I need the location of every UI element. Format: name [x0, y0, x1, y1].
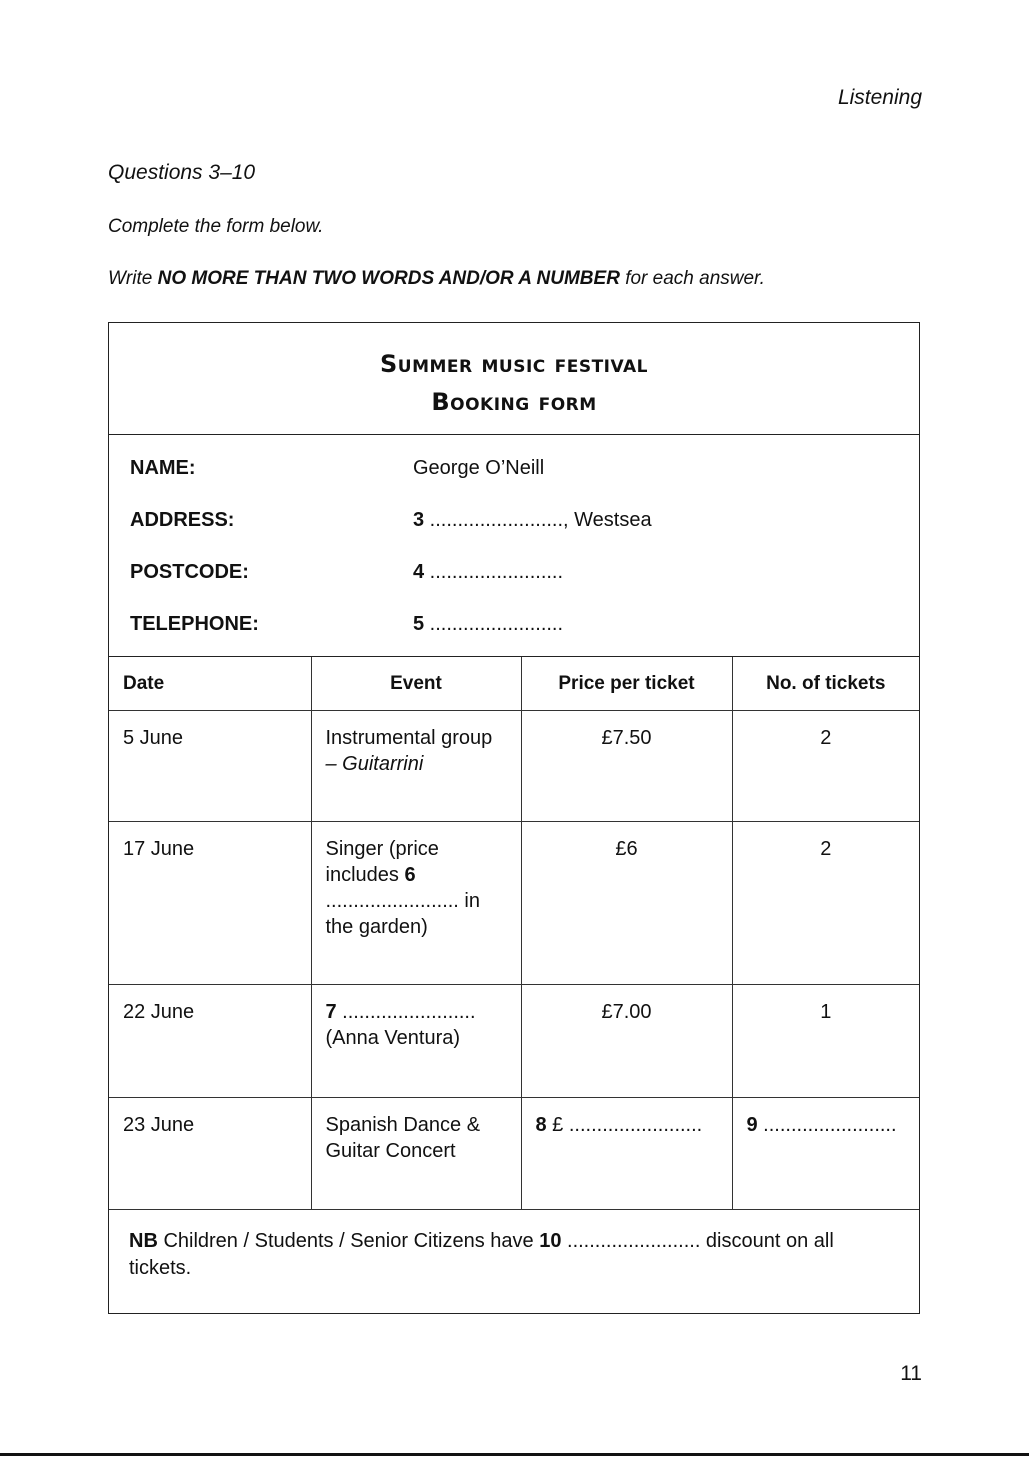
table-row — [109, 822, 919, 985]
event-text: Singer (price includes — [325, 838, 439, 886]
discount-note — [109, 1210, 919, 1282]
instruction-text: Write — [108, 268, 158, 289]
blank-text: ........................ — [757, 1114, 897, 1136]
page-number: 11 — [900, 1362, 922, 1385]
instruction-emphasis: NO MORE THAN TWO WORDS AND/OR A NUMBER — [157, 268, 620, 289]
cell-date: 5 June — [109, 711, 311, 822]
question-number: 10 — [539, 1230, 562, 1252]
cell-tickets: 1 — [732, 985, 919, 1098]
blank-text: ........................ — [424, 561, 564, 583]
detail-value — [413, 457, 544, 480]
cell-price: £7.00 — [521, 985, 732, 1098]
event-name: – Guitarrini — [325, 753, 424, 775]
cell-price: £7.50 — [521, 711, 732, 822]
question-number: 3 — [413, 509, 425, 531]
detail-label: NAME: — [130, 457, 196, 479]
blank-text: ........................ — [336, 1001, 476, 1023]
form-title-line2: Booking form — [431, 388, 597, 416]
blank-text: ........................ — [424, 613, 564, 635]
instruction-complete-form: Complete the form below. — [108, 216, 324, 237]
question-number: 7 — [325, 1001, 337, 1023]
question-number: 5 — [413, 613, 425, 635]
question-number: 6 — [404, 864, 416, 886]
name-value: George O’Neill — [413, 457, 545, 479]
question-number: 4 — [413, 561, 425, 583]
column-header-event: Event — [311, 657, 521, 711]
cell-tickets: 2 — [732, 711, 919, 822]
table-header-row — [109, 657, 919, 711]
form-title — [109, 323, 919, 435]
instruction-text: for each answer. — [619, 268, 765, 289]
cell-event — [311, 711, 521, 822]
cell-date: 17 June — [109, 822, 311, 985]
cell-price: £6 — [521, 822, 732, 985]
detail-label: ADDRESS: — [130, 509, 235, 531]
event-text: Guitar Concert — [325, 1140, 456, 1162]
events-table — [109, 657, 919, 1210]
table-row — [109, 711, 919, 822]
blank-text: ........................ discount on all tickets. — [129, 1230, 834, 1279]
answer-blank-3[interactable] — [413, 509, 652, 532]
cell-date: 23 June — [109, 1098, 311, 1210]
answer-blank-8[interactable] — [521, 1098, 732, 1210]
personal-details — [109, 435, 919, 657]
note-text: Children / Students / Senior Citizens have — [157, 1230, 540, 1252]
question-number: 8 — [535, 1114, 547, 1136]
blank-text: ........................ in the garden) — [325, 890, 480, 938]
answer-blank-7[interactable] — [326, 999, 507, 1025]
detail-label: TELEPHONE: — [130, 613, 259, 635]
answer-blank-9[interactable] — [732, 1098, 919, 1210]
column-header-date: Date — [109, 657, 311, 711]
column-header-price: Price per ticket — [521, 657, 732, 711]
booking-form — [108, 322, 920, 1314]
blank-text: ........................, Westsea — [424, 509, 652, 531]
cell-date: 22 June — [109, 985, 311, 1098]
answer-blank-4[interactable] — [413, 561, 563, 584]
page-edge-divider — [0, 1453, 1029, 1456]
detail-label: POSTCODE: — [130, 561, 249, 583]
instruction-word-limit — [108, 268, 765, 290]
nb-label: NB — [129, 1230, 158, 1252]
column-header-tickets: No. of tickets — [732, 657, 919, 711]
answer-blank-5[interactable] — [413, 613, 563, 636]
cell-event — [311, 985, 521, 1098]
blank-text: £ ........................ — [546, 1114, 703, 1136]
cell-event — [311, 1098, 521, 1210]
section-label: Listening — [837, 86, 922, 109]
questions-heading: Questions 3–10 — [108, 161, 256, 184]
table-row — [109, 985, 919, 1098]
cell-tickets: 2 — [732, 822, 919, 985]
question-number: 9 — [746, 1114, 758, 1136]
event-text: Instrumental group — [325, 727, 493, 749]
table-row — [109, 1098, 919, 1210]
event-text: Spanish Dance & — [325, 1114, 481, 1136]
event-text: (Anna Ventura) — [325, 1027, 461, 1049]
cell-event — [311, 822, 521, 985]
form-title-line1: Summer music festival — [380, 350, 648, 378]
